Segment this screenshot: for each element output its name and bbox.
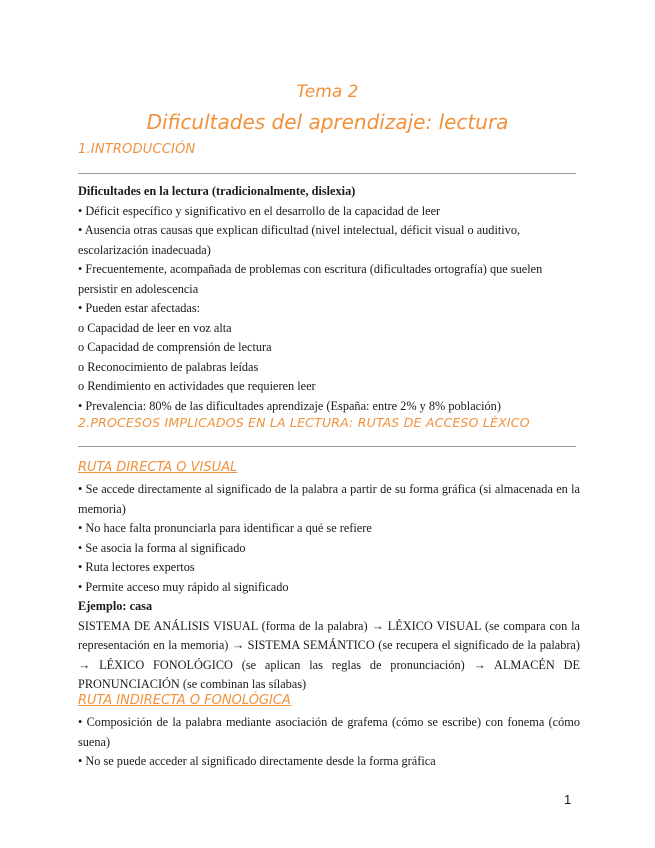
list-item: • Se asocia la forma al significado xyxy=(78,540,246,555)
list-item: o Capacidad de comprensión de lectura xyxy=(78,340,272,354)
list-item: • Frecuentemente, acompañada de problemas con escritura (dificultades ortografía) que suelen persistir en adolescencia xyxy=(78,262,543,296)
list-item: • Composición de la palabra mediante asociación de grafema (cómo se escribe) con fonema (cómo suena) xyxy=(78,715,580,749)
page-title: Dificultades del aprendizaje: lectura xyxy=(146,110,509,134)
subheading-ruta-indirecta: RUTA INDIRECTA O FONOLÓGICA xyxy=(78,693,291,708)
list-item: o Reconocimiento de palabras leídas xyxy=(78,359,259,374)
list-item: • No se puede acceder al significado directamente desde la forma gráfica xyxy=(78,754,436,768)
section-divider xyxy=(78,446,576,447)
list-item: • Pueden estar afectadas: xyxy=(78,301,201,315)
introduccion-content xyxy=(78,182,580,416)
ruta-directa-content xyxy=(78,480,580,695)
example-label: Ejemplo: casa xyxy=(78,599,153,613)
list-item: • Déficit específico y significativo en el desarrollo de la capacidad de leer xyxy=(78,203,441,218)
list-item: o Capacidad de leer en voz alta xyxy=(78,320,232,335)
subheading-ruta-directa: RUTA DIRECTA O VISUAL xyxy=(78,460,238,475)
topic-label: Tema 2 xyxy=(296,82,359,102)
section-divider xyxy=(78,173,576,174)
list-item: • Se accede directamente al significado de la palabra a partir de su forma gráfica (si almacenada en la memoria) xyxy=(78,482,580,516)
section-heading-procesos: 2.PROCESOS IMPLICADOS EN LA LECTURA: RUTAS DE ACCESO LÉXICO xyxy=(78,415,530,430)
example-text: SISTEMA DE ANÁLISIS VISUAL (forma de la palabra) → LÉXICO VISUAL (se compara con la representación en la memoria) → SISTEMA SEMÁNTICO (se recupera el significado de la palabra) → LÉXICO FONOLÓGICO (se aplican las reglas de pronunciación) → ALMACÉN DE PRONUNCIACIÓN (se combinan las sílabas) xyxy=(78,618,580,691)
page-number: 1 xyxy=(564,792,572,807)
list-item: • Permite acceso muy rápido al significado xyxy=(78,579,289,594)
ruta-indirecta-content xyxy=(78,713,580,772)
list-item: o Rendimiento en actividades que requieren leer xyxy=(78,379,316,393)
subtitle-dificultades: Dificultades en la lectura (tradicionalmente, dislexia) xyxy=(78,184,356,198)
list-item: • Ruta lectores expertos xyxy=(78,560,195,574)
list-item: • Ausencia otras causas que explican dificultad (nivel intelectual, déficit visual o auditivo, escolarización inadecuada) xyxy=(78,223,521,257)
list-item: • No hace falta pronunciarla para identificar a qué se refiere xyxy=(78,521,372,535)
section-heading-introduccion: 1.INTRODUCCIÓN xyxy=(78,142,196,157)
list-item: • Prevalencia: 80% de las dificultades aprendizaje (España: entre 2% y 8% población) xyxy=(78,398,501,413)
